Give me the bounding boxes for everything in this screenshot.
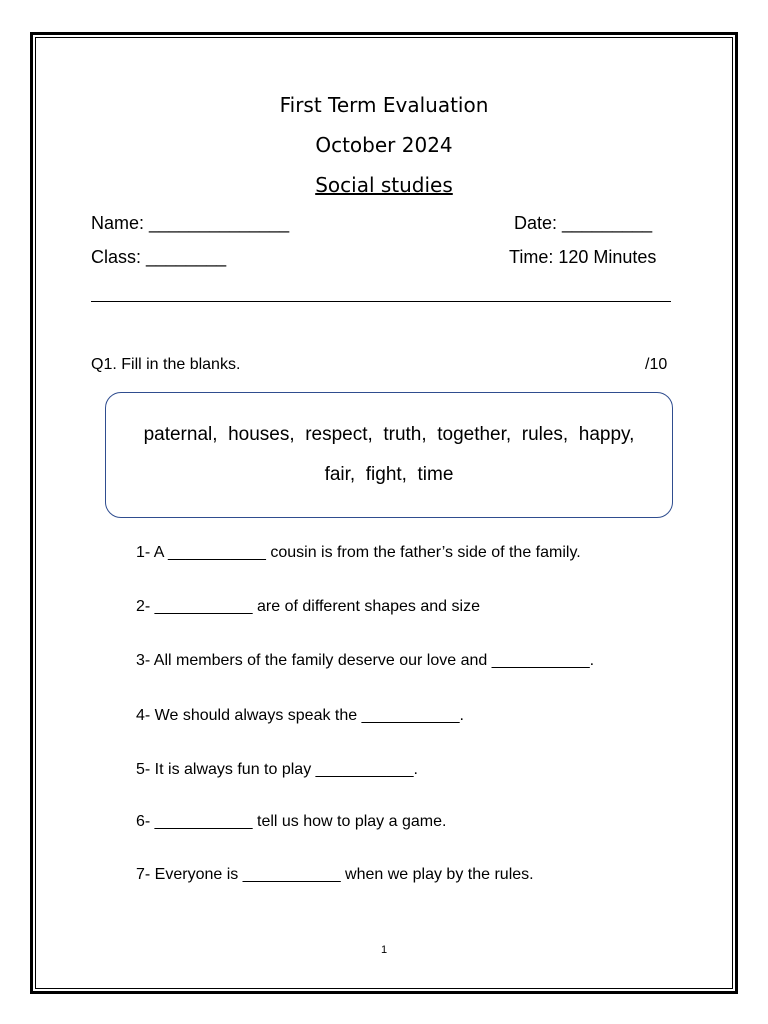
q1-marks: /10 — [645, 356, 668, 373]
question-item-5: 5- It is always fun to play ___________. — [136, 761, 418, 778]
word-bank-item: truth, — [383, 424, 427, 445]
word-bank-box — [105, 392, 673, 518]
page-number: 1 — [380, 944, 388, 956]
exam-date: October 2024 — [315, 133, 453, 157]
q1-title: Q1. Fill in the blanks. — [91, 356, 241, 373]
exam-title: First Term Evaluation — [279, 93, 489, 117]
word-bank-item: rules, — [521, 424, 569, 445]
question-item-7: 7- Everyone is ___________ when we play by the rules. — [136, 866, 534, 883]
question-item-6: 6- ___________ tell us how to play a game. — [136, 813, 447, 830]
word-bank-item: happy, — [578, 424, 635, 445]
date-field: Date: _________ — [514, 213, 653, 233]
question-item-1: 1- A ___________ cousin is from the father’s side of the family. — [136, 544, 581, 561]
question-item-3: 3- All members of the family deserve our love and ___________. — [136, 652, 595, 669]
word-bank-item: together, — [437, 424, 512, 445]
word-bank-item: respect, — [305, 424, 373, 445]
class-field: Class: ________ — [91, 247, 227, 267]
subject-text: Social studies — [315, 173, 453, 197]
divider-line — [91, 301, 671, 302]
word-bank-item: fight, — [365, 464, 407, 485]
word-bank-item: houses, — [228, 424, 295, 445]
word-bank-item: time — [417, 464, 454, 485]
time-field: Time: 120 Minutes — [509, 247, 657, 267]
word-bank-line-1 — [106, 415, 672, 455]
word-bank-item: fair, — [324, 464, 356, 485]
question-item-2: 2- ___________ are of different shapes and size — [136, 598, 480, 615]
word-bank-line-2 — [106, 455, 672, 495]
subject-title — [0, 173, 768, 197]
name-field: Name: ______________ — [91, 213, 290, 233]
word-bank-item: paternal, — [143, 424, 218, 445]
question-item-4: 4- We should always speak the ___________. — [136, 707, 464, 724]
